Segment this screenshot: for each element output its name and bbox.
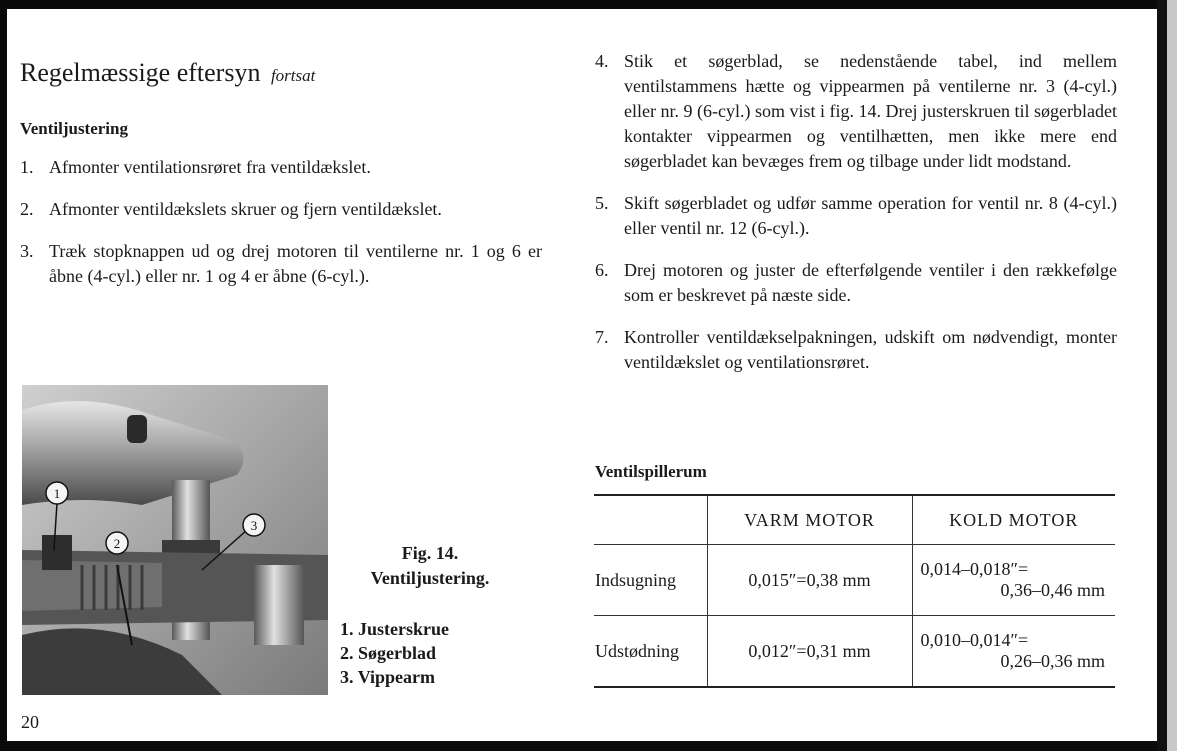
step-item: [595, 191, 1117, 241]
table-header-cell: VARM MOTOR: [707, 495, 912, 545]
step-number: 1.: [20, 157, 34, 177]
step-text: Afmonter ventilationsrøret fra ventildækslet.: [49, 157, 371, 177]
svg-text:3: 3: [250, 518, 258, 533]
step-number: 2.: [20, 199, 34, 219]
step-text: Kontroller ventildækselpakningen, udskift om nødvendigt, monter ventildækslet og ventilationsrøret.: [624, 327, 1117, 372]
figure-legend: [340, 617, 449, 689]
step-item: [20, 155, 542, 180]
svg-text:1: 1: [53, 486, 61, 501]
callout-2: [106, 532, 128, 554]
step-number: 5.: [595, 193, 609, 213]
cold-value-inch: 0,014–0,018″=: [920, 559, 1029, 579]
legend-item: [340, 617, 449, 641]
step-text: Skift søgerbladet og udfør samme operation for ventil nr. 8 (4-cyl.) eller ventil nr. 12 (6-cyl.).: [624, 193, 1117, 238]
legend-number: 2.: [340, 643, 354, 663]
page-title: [20, 58, 315, 88]
photo-illustration: [22, 385, 328, 695]
figure-title: Ventiljustering.: [370, 568, 490, 588]
step-item: [20, 197, 542, 222]
step-number: 3.: [20, 241, 34, 261]
step-text: Stik et søgerblad, se nedenstående tabel, ind mellem ventilstammens hætte og vippearmen på ventilerne nr. 3 (4-cyl.) eller nr. 9 (6-cyl.) som vist i fig. 14. Drej justerskruen til søgerbladet kontakter vippearmen og ventilhætten, men ikke mere end søgerbladet kan bevæges frem og tilbage under lidt modstand.: [624, 51, 1117, 171]
cold-value: [912, 545, 1115, 616]
table-header-cell: [594, 495, 707, 545]
scan-border-right-shadow: [1167, 0, 1177, 751]
step-item: [595, 49, 1117, 174]
scan-border-top: [0, 0, 1177, 9]
valve-adjustment-photo: [22, 385, 328, 695]
page-title-continued: fortsat: [270, 66, 316, 85]
step-number: 6.: [595, 260, 609, 280]
clearance-heading: Ventilspillerum: [595, 462, 707, 481]
legend-number: 1.: [340, 619, 354, 639]
scan-border-bottom: [0, 741, 1177, 751]
warm-value: 0,012″=0,31 mm: [707, 616, 912, 688]
step-text: Træk stopknappen ud og drej motoren til ventilerne nr. 1 og 6 er åbne (4-cyl.) eller nr. 1 og 4 er åbne (6-cyl.).: [49, 241, 542, 286]
step-item: [595, 325, 1117, 375]
table-row: [594, 616, 1115, 688]
cold-value-inch: 0,010–0,014″=: [920, 630, 1029, 650]
figure-number: Fig. 14.: [401, 543, 459, 563]
scan-border-right: [1157, 0, 1167, 751]
figure-caption: [340, 541, 520, 591]
page-number: 20: [21, 712, 39, 732]
warm-value: 0,015″=0,38 mm: [707, 545, 912, 616]
table-header-cell: KOLD MOTOR: [912, 495, 1115, 545]
row-label: Indsugning: [594, 545, 707, 616]
step-number: 4.: [595, 51, 609, 71]
legend-label: Søgerblad: [358, 643, 437, 663]
legend-item: [340, 641, 449, 665]
step-item: [20, 239, 542, 289]
clearance-table: [594, 494, 1115, 688]
row-label: Udstødning: [594, 616, 707, 688]
callout-1: [46, 482, 68, 504]
scan-border-left: [0, 0, 7, 751]
legend-label: Vippearm: [357, 667, 436, 687]
callout-3: [243, 514, 265, 536]
section-heading: Ventiljustering: [20, 119, 128, 138]
table-row: [594, 545, 1115, 616]
step-item: [595, 258, 1117, 308]
steps-list-left: [20, 155, 542, 306]
legend-item: [340, 665, 449, 689]
step-number: 7.: [595, 327, 609, 347]
cold-value-mm: 0,26–0,36 mm: [1000, 651, 1105, 671]
step-text: Drej motoren og juster de efterfølgende ventiler i den rækkefølge som er beskrevet på næste side.: [624, 260, 1117, 305]
cold-value: [912, 616, 1115, 688]
svg-text:2: 2: [113, 536, 121, 551]
cold-value-mm: 0,36–0,46 mm: [1000, 580, 1105, 600]
table-header-row: [594, 495, 1115, 545]
legend-number: 3.: [340, 667, 354, 687]
legend-label: Justerskrue: [358, 619, 449, 639]
steps-list-right: [595, 49, 1117, 392]
step-text: Afmonter ventildækslets skruer og fjern ventildækslet.: [49, 199, 442, 219]
page-title-text: Regelmæssige eftersyn: [20, 58, 261, 87]
